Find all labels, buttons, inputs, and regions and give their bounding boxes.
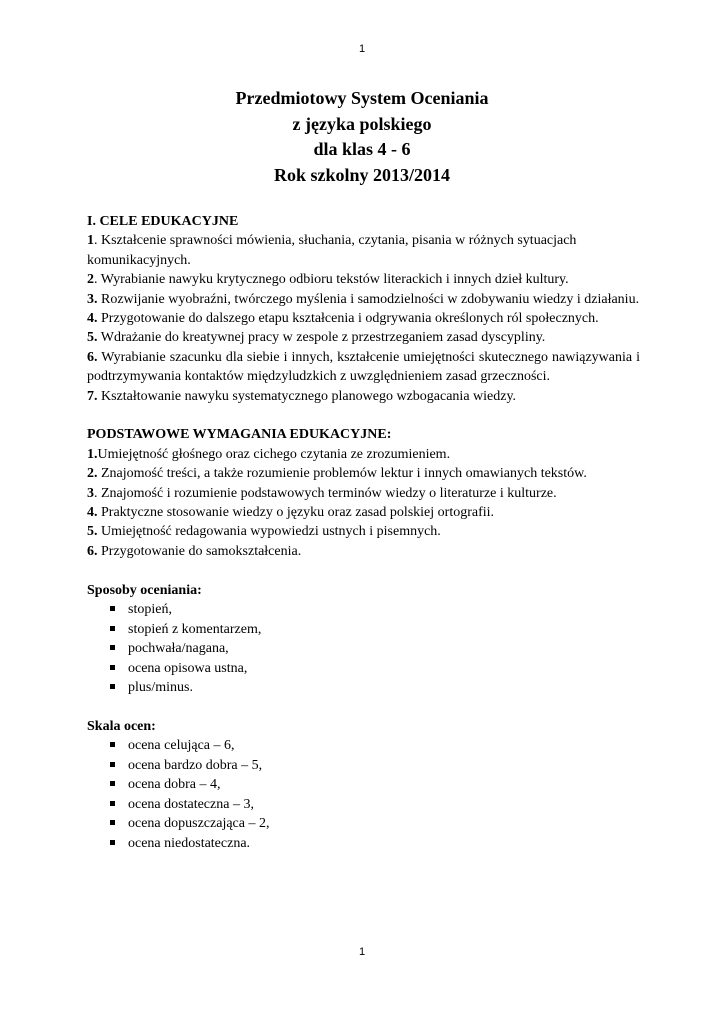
item-number: 4. [87,311,98,327]
cele-item-3 [87,290,640,309]
cele-heading: I. CELE EDUKACYJNE [87,214,239,229]
list-item [87,678,640,698]
item-number: 1 [87,233,94,249]
list-item-text: stopień z komentarzem, [128,621,262,637]
title-line-1: Przedmiotowy System Oceniania [235,88,489,108]
bullet-square-icon [110,684,115,689]
list-item [87,620,640,640]
section-spacer [87,698,640,717]
item-number: 3. [87,291,98,307]
cele-item-1 [87,231,640,270]
title-line-2: z języka polskiego [292,113,432,134]
item-number: 6. [87,349,98,365]
item-text: Przygotowanie do samokształcenia. [97,543,302,559]
list-item-text: ocena dostateczna – 3, [128,796,254,812]
page-number-bottom: 1 [358,946,366,958]
item-text: Praktyczne stosowanie wiedzy o języku oraz zasad polskiej ortografii. [97,505,495,521]
list-item-text: ocena opisowa ustna, [128,660,248,676]
list-item-text: stopień, [128,602,172,618]
item-number: 4. [87,505,98,521]
list-item [87,756,640,776]
list-item-text: ocena dobra – 4, [128,777,221,793]
bullet-square-icon [110,606,115,611]
item-text: Umiejętność redagowania wypowiedzi ustnych i pisemnych. [97,524,441,540]
item-text: . Znajomość i rozumienie podstawowych terminów wiedzy o literaturze i kulturze. [94,485,557,501]
list-item-text: ocena bardzo dobra – 5, [128,757,263,773]
cele-item-7 [87,387,640,406]
wymagania-item-2 [87,464,640,483]
page-number-top: 1 [358,43,366,55]
item-text: Umiejętność głośnego oraz cichego czytania ze zrozumieniem. [97,446,451,462]
item-number: 7. [87,388,98,404]
list-item [87,814,640,834]
item-text: Kształtowanie nawyku systematycznego planowego wzbogacania wiedzy. [97,388,517,404]
list-item-text: plus/minus. [128,680,193,696]
cele-item-2 [87,270,640,289]
bullet-square-icon [110,840,115,845]
cele-item-5 [87,328,640,347]
wymagania-item-4 [87,503,640,522]
bullet-square-icon [110,665,115,670]
item-text: Rozwijanie wyobraźni, twórczego myślenia i samodzielności w zdobywaniu wiedzy i działaniu. [97,291,640,307]
title-line-3: dla klas 4 - 6 [313,139,411,159]
list-item [87,600,640,620]
item-number: 1. [87,446,98,462]
list-item [87,795,640,815]
item-text: Przygotowanie do dalszego etapu kształcenia i odgrywania określonych ról społecznych. [97,311,599,327]
wymagania-item-1 [87,445,640,464]
title-line-4: Rok szkolny 2013/2014 [273,164,451,185]
list-item-text: ocena dopuszczająca – 2, [128,816,270,832]
wymagania-item-5 [87,522,640,541]
item-number: 5. [87,330,98,346]
sposoby-list [87,600,640,698]
item-number: 5. [87,524,98,540]
item-number: 6. [87,543,98,559]
item-text: Znajomość treści, a także rozumienie problemów lektur i innych omawianych tekstów. [97,466,587,482]
cele-item-4 [87,309,640,328]
list-item-text: ocena niedostateczna. [128,835,251,851]
bullet-square-icon [110,762,115,767]
sposoby-heading: Sposoby oceniania: [87,582,202,598]
bullet-square-icon [110,820,115,825]
list-item [87,775,640,795]
list-item [87,736,640,756]
item-number: 2. [87,466,98,482]
item-text: Wyrabianie szacunku dla siebie i innych, kształcenie umiejętności skutecznego nawiązywania i podtrzymywania kontaktów międzyludzkich z uwzględnieniem zasad grzeczności. [87,349,640,385]
document-title [0,86,724,188]
list-item [87,639,640,659]
cele-item-6 [87,348,640,387]
list-item [87,659,640,679]
bullet-square-icon [110,742,115,747]
document-body [87,212,640,853]
bullet-square-icon [110,801,115,806]
wymagania-item-6 [87,542,640,561]
item-text: . Wyrabianie nawyku krytycznego odbioru tekstów literackich i innych dzieł kultury. [94,272,569,288]
list-item [87,834,640,854]
item-number: 2 [87,272,94,288]
skala-list [87,736,640,853]
wymagania-item-3 [87,484,640,503]
item-number: 3 [87,485,94,501]
section-spacer [87,406,640,425]
bullet-square-icon [110,781,115,786]
bullet-square-icon [110,645,115,650]
item-text: Wdrażanie do kreatywnej pracy w zespole z przestrzeganiem zasad dyscypliny. [97,330,546,346]
skala-heading: Skala ocen: [87,718,156,734]
list-item-text: pochwała/nagana, [128,641,229,657]
section-spacer [87,561,640,580]
wymagania-heading: PODSTAWOWE WYMAGANIA EDUKACYJNE: [87,427,392,443]
item-text: . Kształcenie sprawności mówienia, słuchania, czytania, pisania w różnych sytuacjach komunikacyjnych. [87,233,577,268]
bullet-square-icon [110,626,115,631]
list-item-text: ocena celująca – 6, [128,738,235,754]
